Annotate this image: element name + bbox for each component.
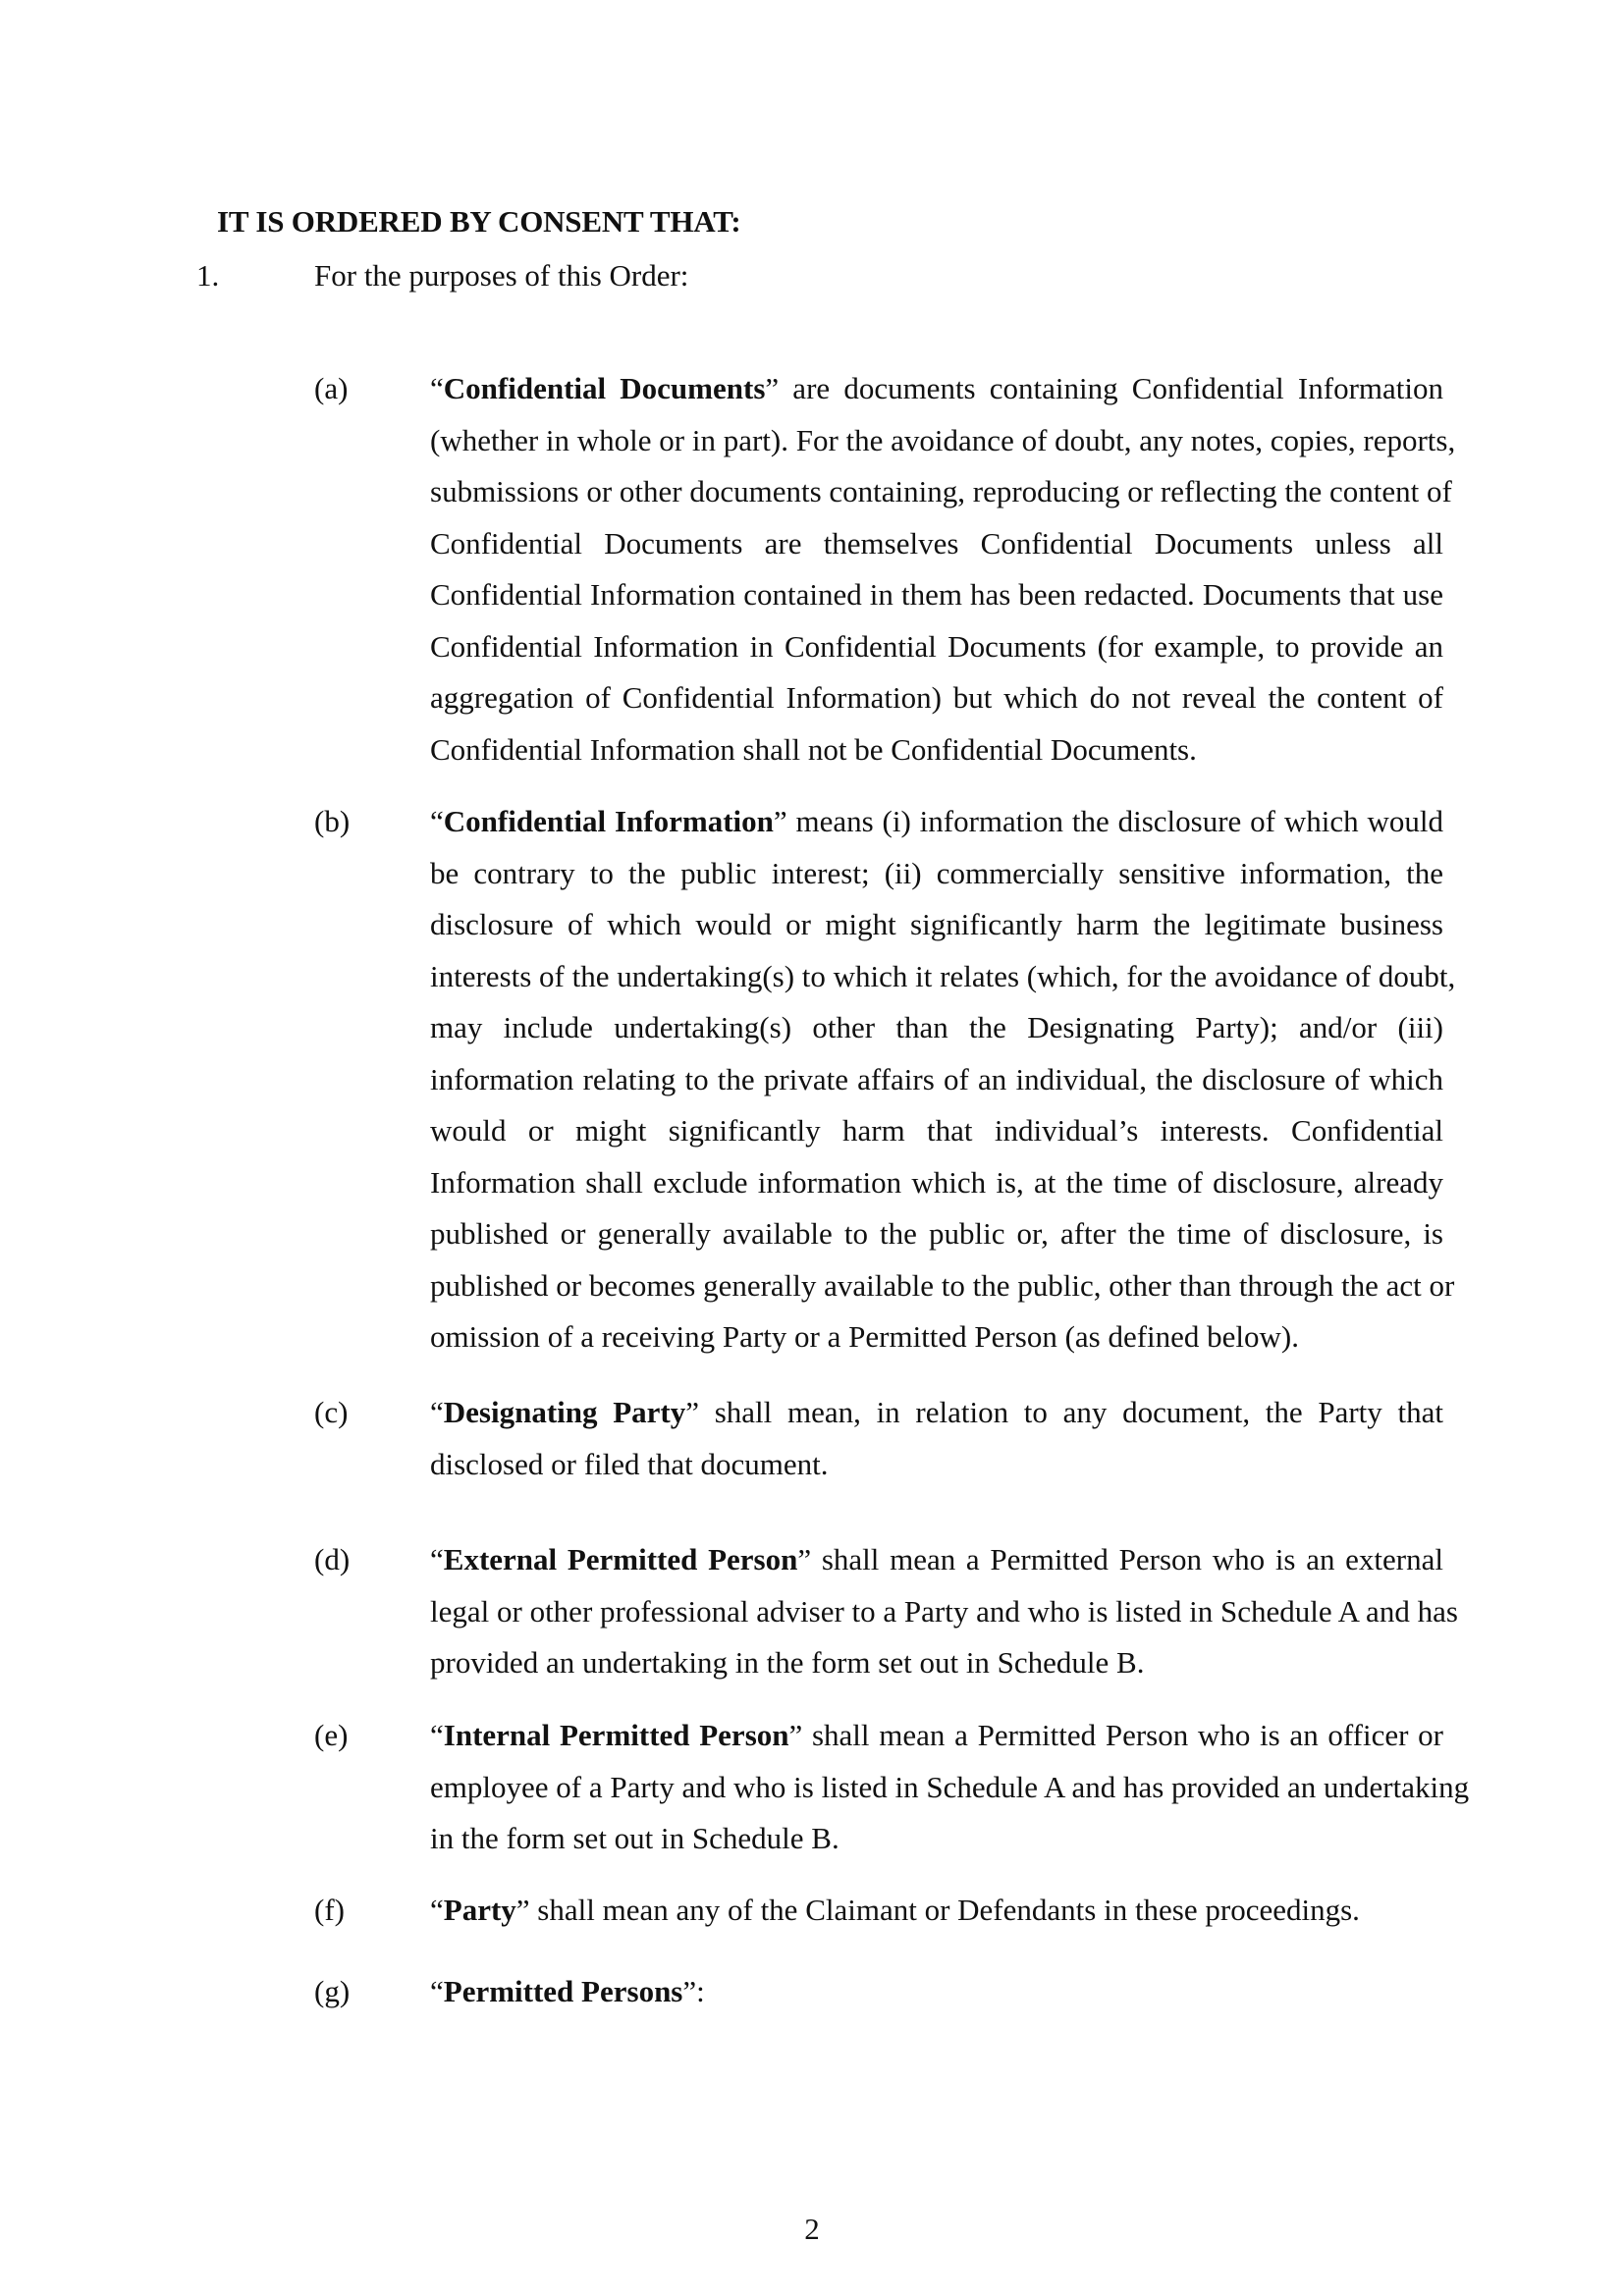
definition-line: information relating to the private affairs of an individual, the disclosure of which	[430, 1061, 1443, 1096]
definition-body	[430, 1966, 1443, 2018]
definition-label: (d)	[314, 1542, 351, 1576]
definition-line: provided an undertaking in the form set out in Schedule B.	[430, 1645, 1145, 1680]
definition-line: interests of the undertaking(s) to which it relates (which, for the avoidance of doubt,	[430, 958, 1456, 993]
open-quote: “	[430, 1718, 444, 1752]
definition-line: aggregation of Confidential Information) but which do not reveal the content of	[430, 680, 1443, 715]
defined-term: Internal Permitted Person	[443, 1718, 789, 1752]
definition-text: ” shall mean a Permitted Person who is an external	[797, 1542, 1443, 1576]
open-quote: “	[430, 1893, 444, 1927]
open-quote: “	[430, 371, 444, 405]
definition-line: disclosed or filed that document.	[430, 1446, 829, 1481]
definition-line: Confidential Information shall not be Confidential Documents.	[430, 731, 1197, 767]
definition-line	[430, 796, 1443, 848]
definition-text: ” shall mean a Permitted Person who is an officer or	[788, 1718, 1443, 1752]
open-quote: “	[430, 1542, 444, 1576]
definition-label: (c)	[314, 1395, 349, 1429]
definition-line	[430, 1966, 1443, 2018]
open-quote: “	[430, 804, 444, 838]
definition-line: may include undertaking(s) other than the Designating Party); and/or (iii)	[430, 1010, 1443, 1044]
definition-body	[430, 796, 1456, 1363]
definition-label: (e)	[314, 1718, 349, 1752]
definition-label: (b)	[314, 804, 351, 838]
definition-line: be contrary to the public interest; (ii) commercially sensitive information, the	[430, 855, 1443, 890]
definition-line: Information shall exclude information which is, at the time of disclosure, already	[430, 1164, 1443, 1200]
definition-line: legal or other professional adviser to a Party and who is listed in Schedule A and has	[430, 1593, 1458, 1629]
definition-line: would or might significantly harm that individual’s interests. Confidential	[430, 1113, 1443, 1148]
definition-label: (a)	[314, 371, 349, 405]
definition-label: (g)	[314, 1974, 351, 2008]
page-number: 2	[804, 2212, 820, 2246]
definition-line: published or generally available to the public or, after the time of disclosure, is	[430, 1216, 1443, 1251]
defined-term: Permitted Persons	[443, 1974, 683, 2008]
definition-text: ” means (i) information the disclosure of which would	[773, 804, 1443, 838]
paragraph-intro: For the purposes of this Order:	[314, 258, 689, 293]
definition-body	[430, 1710, 1470, 1865]
defined-term: Confidential Information	[443, 804, 774, 838]
defined-term: Designating Party	[443, 1395, 686, 1429]
definition-line: Confidential Information contained in them has been redacted. Documents that use	[430, 577, 1443, 612]
definition-line: submissions or other documents containing, reproducing or reflecting the content of	[430, 474, 1452, 508]
open-quote: “	[430, 1395, 444, 1429]
definition-line: published or becomes generally available to the public, other than through the act or	[430, 1267, 1455, 1303]
defined-term: Party	[443, 1893, 516, 1927]
definition-label: (f)	[314, 1893, 345, 1927]
paragraph-number: 1.	[196, 258, 220, 293]
order-heading: IT IS ORDERED BY CONSENT THAT:	[217, 204, 741, 239]
definition-body	[430, 1387, 1443, 1490]
open-quote: “	[430, 1974, 444, 2008]
definition-line: Confidential Information in Confidential Documents (for example, to provide an	[430, 628, 1443, 664]
defined-term: External Permitted Person	[443, 1542, 798, 1576]
definition-line: employee of a Party and who is listed in Schedule A and has provided an undertaking	[430, 1769, 1470, 1804]
definition-text: ” are documents containing Confidential Information	[765, 371, 1444, 405]
definition-text: ” shall mean any of the Claimant or Defendants in these proceedings.	[515, 1893, 1360, 1927]
definition-body	[430, 363, 1456, 775]
definition-line: Confidential Documents are themselves Confidential Documents unless all	[430, 525, 1443, 561]
definition-body	[430, 1534, 1458, 1689]
definition-line: disclosure of which would or might significantly harm the legitimate business	[430, 907, 1443, 941]
definition-line	[430, 1387, 1443, 1439]
definition-line	[430, 1885, 1443, 1937]
definition-text: ”:	[682, 1974, 705, 2008]
definition-body	[430, 1885, 1443, 1937]
definition-line: in the form set out in Schedule B.	[430, 1821, 839, 1855]
definition-line: omission of a receiving Party or a Permitted Person (as defined below).	[430, 1319, 1299, 1354]
definition-line	[430, 1710, 1443, 1762]
definition-line	[430, 1534, 1443, 1586]
definition-text: ” shall mean, in relation to any document, the Party that	[685, 1395, 1443, 1429]
defined-term: Confidential Documents	[443, 371, 766, 405]
definition-line	[430, 363, 1443, 415]
definition-line: (whether in whole or in part). For the avoidance of doubt, any notes, copies, reports,	[430, 422, 1456, 457]
